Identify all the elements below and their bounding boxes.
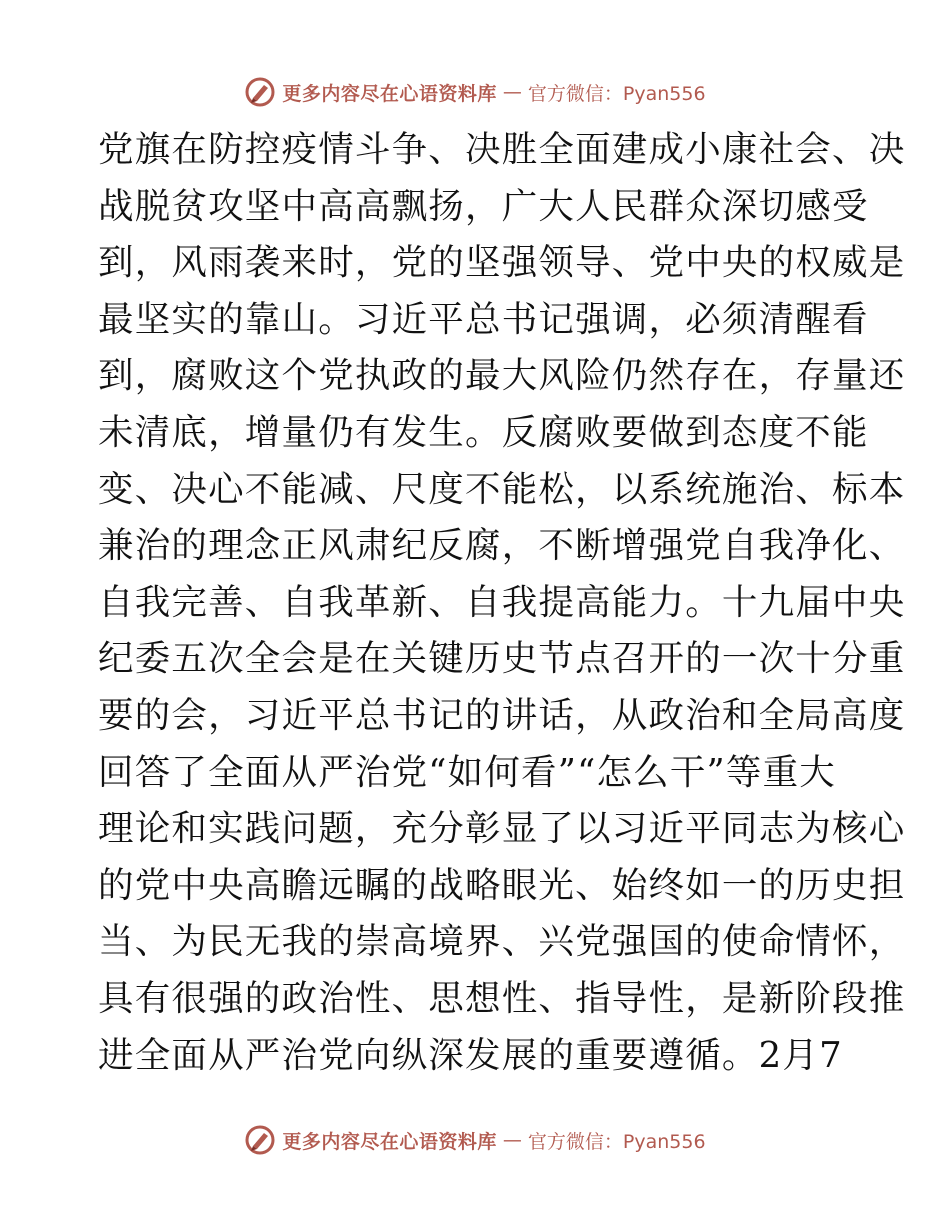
watermark-separator: — xyxy=(502,1129,522,1151)
document-body xyxy=(98,122,906,1084)
text-line: 具有很强的政治性、思想性、指导性，是新阶段推 xyxy=(98,977,906,1019)
text-line: 纪委五次全会是在关键历史节点召开的一次十分重 xyxy=(98,638,906,680)
watermark-site-text: 更多内容尽在心语资料库 xyxy=(282,82,497,105)
text-line: 党旗在防控疫情斗争、决胜全面建成小康社会、决 xyxy=(98,129,906,170)
pen-circle-logo-icon xyxy=(244,1124,276,1156)
footer-watermark-banner xyxy=(0,1120,950,1160)
text-line: 自我完善、自我革新、自我提高能力。十九届中央 xyxy=(98,581,906,623)
header-watermark-content xyxy=(244,76,705,108)
pen-circle-logo-icon xyxy=(244,76,276,108)
watermark-site-text: 更多内容尽在心语资料库 xyxy=(282,1130,497,1153)
text-line: 兼治的理念正风肃纪反腐，不断增强党自我净化、 xyxy=(98,525,906,567)
text-line: 最坚实的靠山。习近平总书记强调，必须清醒看 xyxy=(98,298,869,340)
text-line: 要的会，习近平总书记的讲话，从政治和全局高度 xyxy=(98,694,906,736)
text-line: 理论和实践问题，充分彰显了以习近平同志为核心 xyxy=(98,808,906,850)
text-line: 未清底，增量仍有发生。反腐败要做到态度不能 xyxy=(98,411,869,453)
text-line: 当、为民无我的崇高境界、兴党强国的使命情怀， xyxy=(98,921,906,963)
text-line: 到，风雨袭来时，党的坚强领导、党中央的权威是 xyxy=(98,242,906,284)
text-line: 回答了全面从严治党“如何看”“怎么干”等重大 xyxy=(98,751,836,793)
watermark-separator: — xyxy=(502,81,522,103)
watermark-wechat-text: 官方微信：Pyan556 xyxy=(527,82,706,105)
text-line: 到，腐败这个党执政的最大风险仍然存在，存量还 xyxy=(98,355,906,397)
text-line: 战脱贫攻坚中高高飘扬，广大人民群众深切感受 xyxy=(98,185,869,227)
watermark-wechat-text: 官方微信：Pyan556 xyxy=(527,1130,706,1153)
text-line: 变、决心不能减、尺度不能松，以系统施治、标本 xyxy=(98,468,906,510)
text-line: 进全面从严治党向纵深发展的重要遵循。2月7 xyxy=(98,1034,843,1076)
text-line: 的党中央高瞻远瞩的战略眼光、始终如一的历史担 xyxy=(98,864,906,906)
header-watermark-banner xyxy=(0,72,950,112)
footer-watermark-content xyxy=(244,1124,705,1156)
